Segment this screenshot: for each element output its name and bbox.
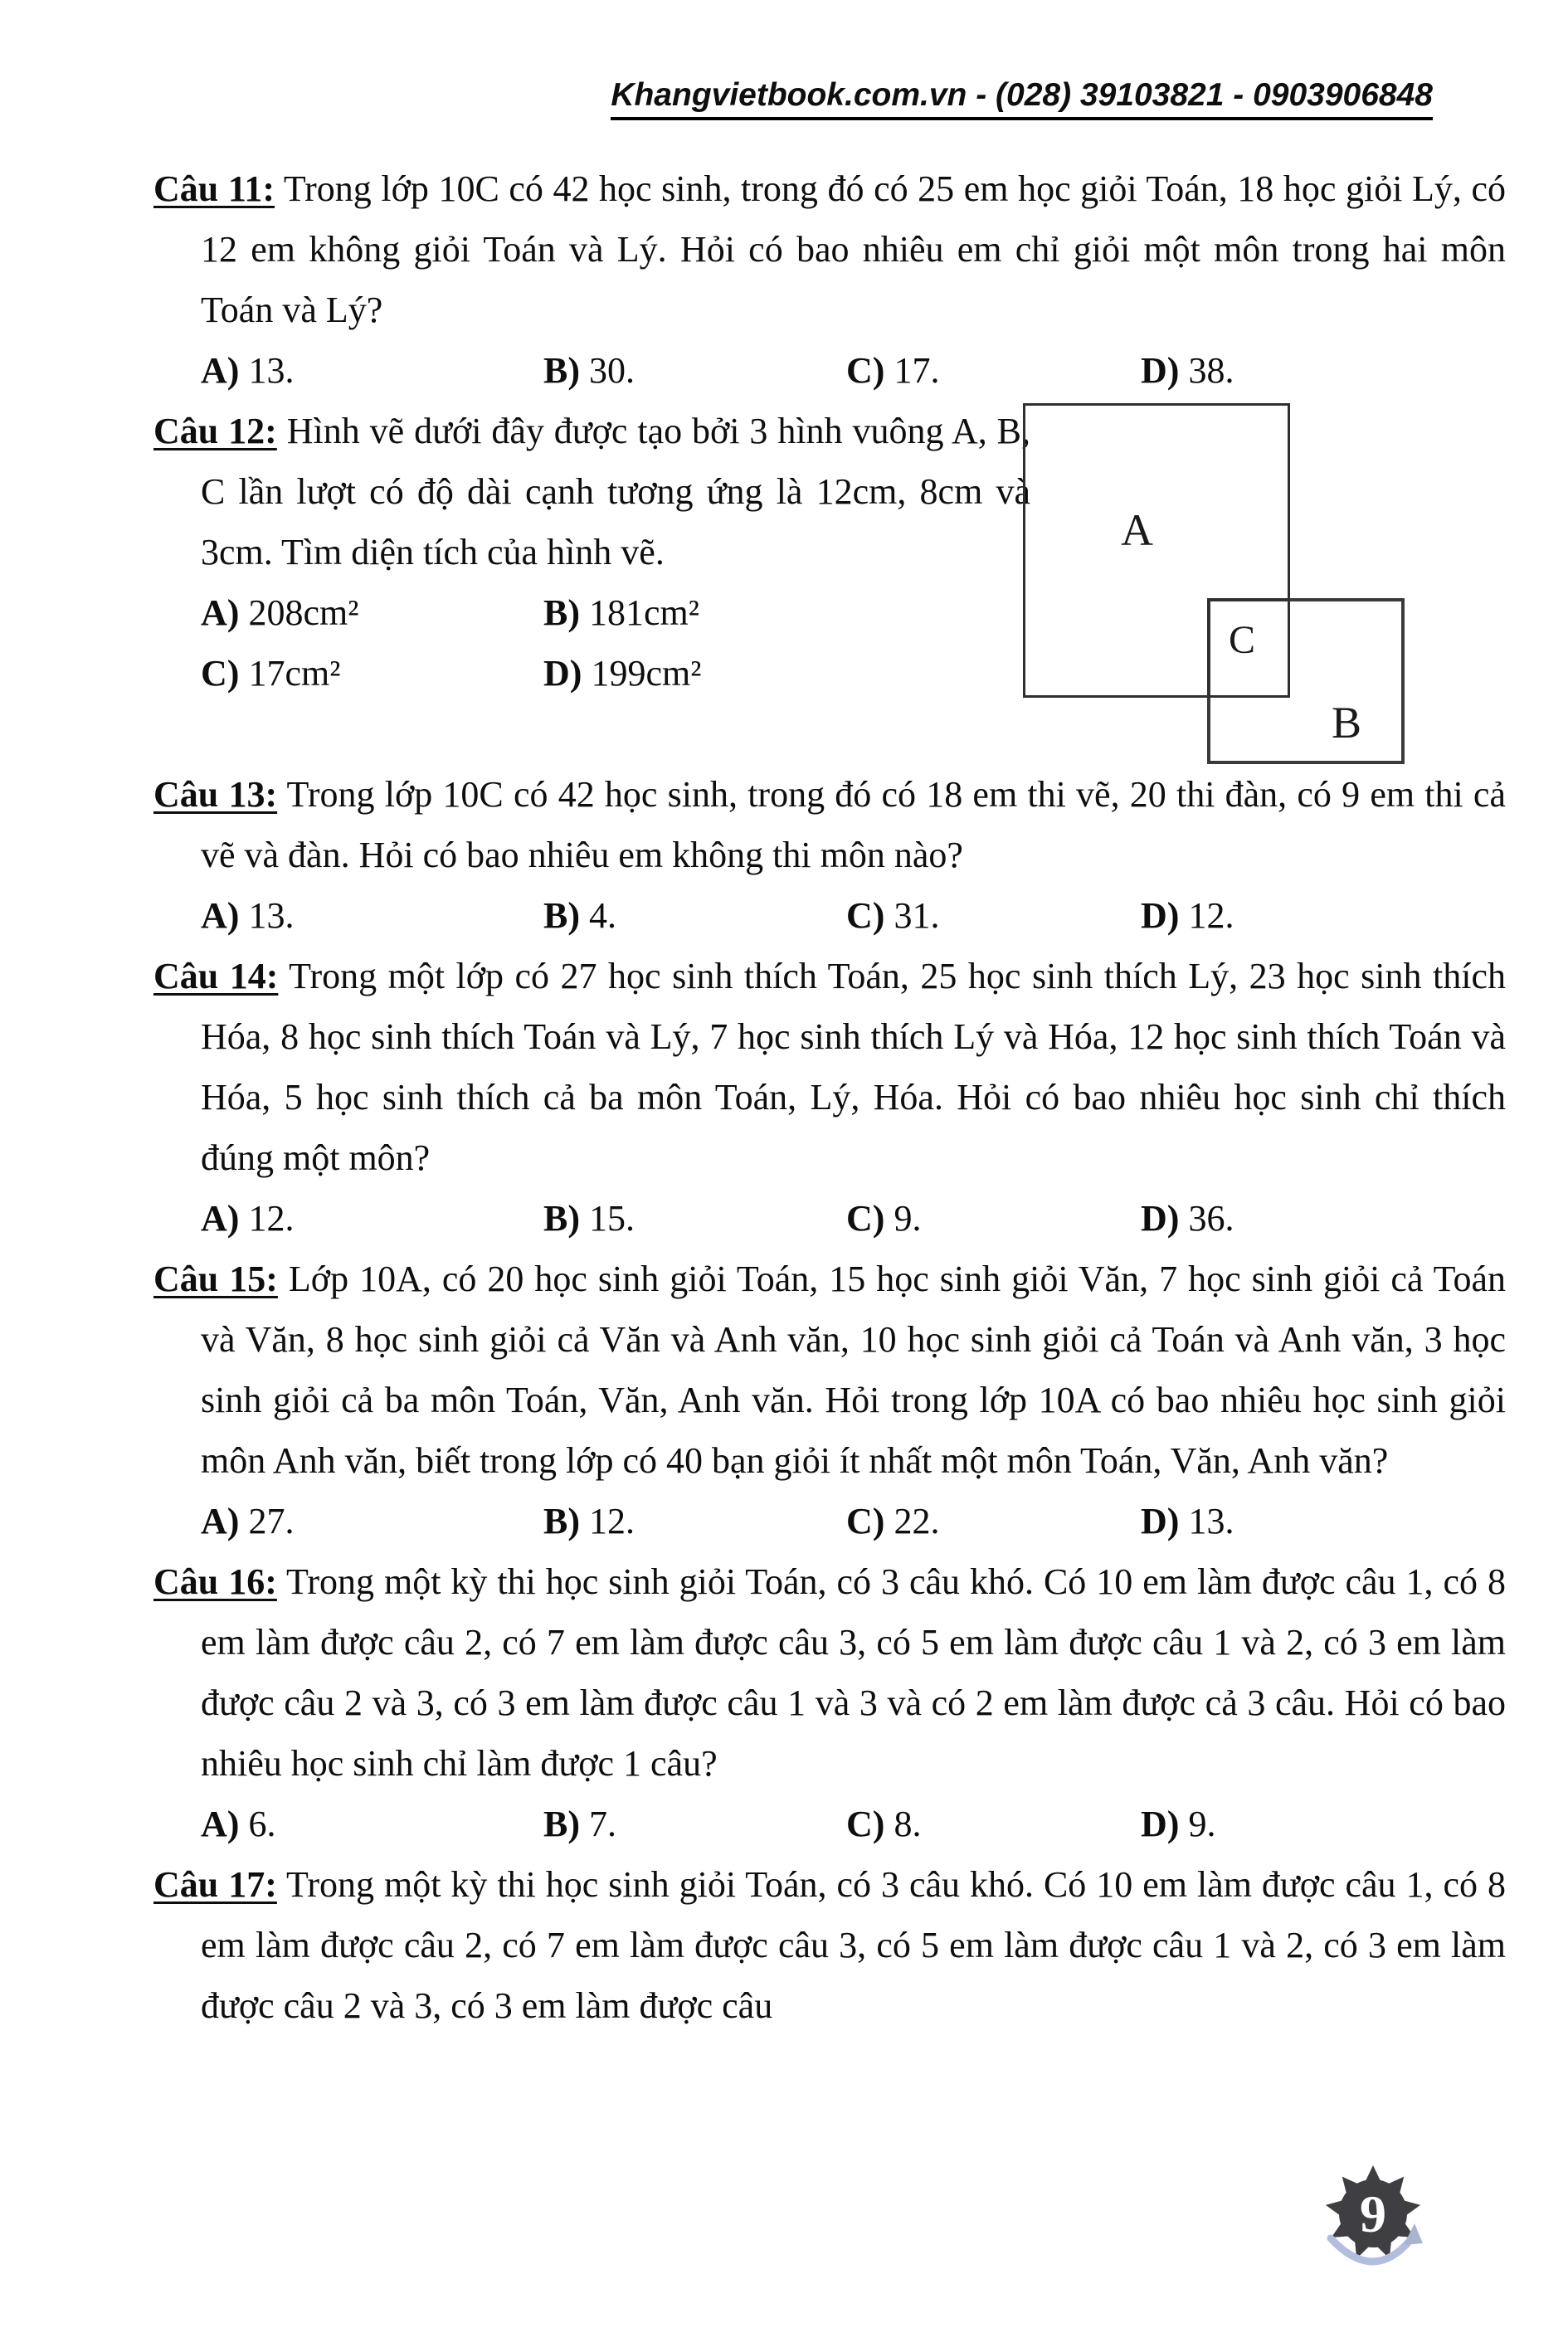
answer-options-row [153,1188,1506,1249]
option-letter: D) [1141,1198,1180,1239]
option-value: 13. [248,895,295,936]
option-letter: B) [543,592,580,633]
option-letter: A) [201,1198,240,1239]
answer-option-d [1141,1794,1215,1854]
option-letter: B) [543,1804,580,1844]
question-text [153,401,1030,582]
answer-option-d [1141,340,1234,401]
option-value: 30. [589,350,635,391]
question-label: Câu 14: [153,956,279,996]
option-letter: D) [1141,350,1180,391]
question-label: Câu 15: [153,1259,278,1299]
option-value: 12. [589,1501,635,1541]
answer-option-c [201,643,340,704]
option-value: 15. [589,1198,635,1239]
option-letter: A) [201,350,240,391]
square-b-label: B [1332,698,1362,747]
option-value: 4. [589,895,616,936]
option-letter: C) [846,895,885,936]
option-letter: B) [543,350,580,391]
option-letter: A) [201,1804,240,1844]
square-c-label: C [1229,618,1256,662]
option-value: 12. [248,1198,295,1239]
question-label: Câu 12: [153,411,277,451]
square-a-label: A [1121,505,1153,555]
answer-option-a [201,1491,294,1551]
option-value: 7. [589,1804,616,1844]
question-body: Trong một kỳ thi học sinh giỏi Toán, có 3 câu khó. Có 10 em làm được câu 1, có 8 em làm được câu 2, có 7 em làm được câu 3, có 5 em làm được câu 1 và 2, có 3 em làm được câu 2 và 3, có 3 em làm được câu 1 và 3 và có 2 em làm được cả 3 câu. Hỏi có bao nhiêu học sinh chỉ làm được 1 câu? [201,1561,1506,1784]
answer-option-b [543,582,699,643]
option-letter: D) [1141,895,1180,936]
answer-option-b [543,340,635,401]
option-value: 208cm² [248,592,359,633]
answer-option-a [201,885,294,946]
answer-option-d [1141,1188,1234,1249]
answer-option-b [543,885,616,946]
option-letter: C) [846,350,885,391]
option-value: 13. [1188,1501,1234,1541]
questions-list [153,158,1506,2036]
option-letter: A) [201,895,240,936]
question-body: Lớp 10A, có 20 học sinh giỏi Toán, 15 học sinh giỏi Văn, 7 học sinh giỏi cả Toán và Văn, 8 học sinh giỏi cả Văn và Anh văn, 10 học sinh giỏi cả Toán và Anh văn, 3 học sinh giỏi cả ba môn Toán, Văn, Anh văn. Hỏi trong lớp 10A có bao nhiêu học sinh giỏi môn Anh văn, biết trong lớp có 40 bạn giỏi ít nhất một môn Toán, Văn, Anh văn? [201,1259,1507,1481]
question-body: Trong lớp 10C có 42 học sinh, trong đó có 25 em học giỏi Toán, 18 học giỏi Lý, có 12 em không giỏi Toán và Lý. Hỏi có bao nhiêu em chỉ giỏi một môn trong hai môn Toán và Lý? [201,168,1506,330]
answer-option-a [201,582,358,643]
option-letter: C) [201,653,240,694]
option-value: 8. [894,1804,922,1844]
question-cau-11 [153,158,1506,401]
question-text [153,946,1506,1188]
option-letter: D) [543,653,582,694]
question-cau-14 [153,946,1506,1249]
answer-options-row [153,885,1506,946]
question-cau-13 [153,764,1506,946]
answer-option-c [846,1794,921,1854]
question-label: Câu 13: [153,774,278,815]
answer-option-c [846,885,939,946]
answer-option-d [1141,885,1234,946]
option-value: 199cm² [591,653,702,694]
option-value: 36. [1188,1198,1234,1239]
question-label: Câu 16: [153,1561,277,1602]
option-value: 9. [1188,1804,1216,1844]
option-letter: B) [543,1501,580,1541]
question-text [153,1551,1506,1794]
option-letter: C) [846,1501,885,1541]
question-body: Trong lớp 10C có 42 học sinh, trong đó có 18 em thi vẽ, 20 thi đàn, có 9 em thi cả vẽ và đàn. Hỏi có bao nhiêu em không thi môn nào? [201,774,1506,875]
question-cau-15 [153,1249,1506,1551]
answer-options-row [153,1794,1506,1854]
answer-option-d [1141,1491,1234,1551]
page-number: 9 [1360,2184,1386,2243]
publisher-contact-line: Khangvietbook.com.vn - (028) 39103821 - 0903906848 [611,76,1433,120]
option-value: 12. [1188,895,1234,936]
question-cau-17 [153,1854,1506,2036]
option-value: 22. [894,1501,940,1541]
question-text [153,764,1506,885]
answer-option-b [543,1491,635,1551]
option-letter: C) [846,1804,885,1844]
answer-option-b [543,1188,635,1249]
answer-option-a [201,1794,275,1854]
answer-options-row [153,643,1506,704]
option-value: 31. [894,895,940,936]
page-number-badge [1309,2147,1450,2305]
option-letter: A) [201,592,240,633]
question-cau-12 [153,401,1506,747]
question-text [153,1249,1506,1491]
answer-options-row [153,340,1506,401]
question-body: Hình vẽ dưới đây được tạo bởi 3 hình vuông A, B, C lần lượt có độ dài cạnh tương ứng là 12cm, 8cm và 3cm. Tìm diện tích của hình vẽ. [201,411,1030,572]
answer-option-c [846,340,939,401]
option-letter: B) [543,895,580,936]
question-cau-16 [153,1551,1506,1854]
answer-option-d [543,643,701,704]
option-letter: A) [201,1501,240,1541]
option-value: 17. [894,350,940,391]
gear-icon [1309,2147,1450,2305]
answer-options-row [153,1491,1506,1551]
answer-option-a [201,340,294,401]
question-body: Trong một kỳ thi học sinh giỏi Toán, có 3 câu khó. Có 10 em làm được câu 1, có 8 em làm được câu 2, có 7 em làm được câu 3, có 5 em làm được câu 1 và 2, có 3 em làm được câu 2 và 3, có 3 em làm được câu [201,1864,1506,2026]
question-text [153,1854,1506,2036]
option-letter: C) [846,1198,885,1239]
answer-option-c [846,1491,939,1551]
question-body: Trong một lớp có 27 học sinh thích Toán, 25 học sinh thích Lý, 23 học sinh thích Hóa, 8 học sinh thích Toán và Lý, 7 học sinh thích Lý và Hóa, 12 học sinh thích Toán và Hóa, 5 học sinh thích cả ba môn Toán, Lý, Hóa. Hỏi có bao nhiêu học sinh chỉ thích đúng một môn? [201,956,1506,1178]
answer-option-b [543,1794,616,1854]
option-value: 13. [248,350,295,391]
question-text [153,158,1506,340]
question-label: Câu 11: [153,168,275,209]
question-label: Câu 17: [153,1864,277,1905]
option-value: 6. [248,1804,276,1844]
option-value: 17cm² [248,653,341,694]
answer-option-c [846,1188,921,1249]
option-value: 38. [1188,350,1234,391]
option-letter: D) [1141,1501,1180,1541]
answer-option-a [201,1188,294,1249]
answer-options-row [153,582,1506,643]
option-letter: D) [1141,1804,1180,1844]
option-value: 27. [248,1501,295,1541]
option-value: 9. [894,1198,922,1239]
page-header [0,0,1568,120]
option-letter: B) [543,1198,580,1239]
option-value: 181cm² [589,592,699,633]
